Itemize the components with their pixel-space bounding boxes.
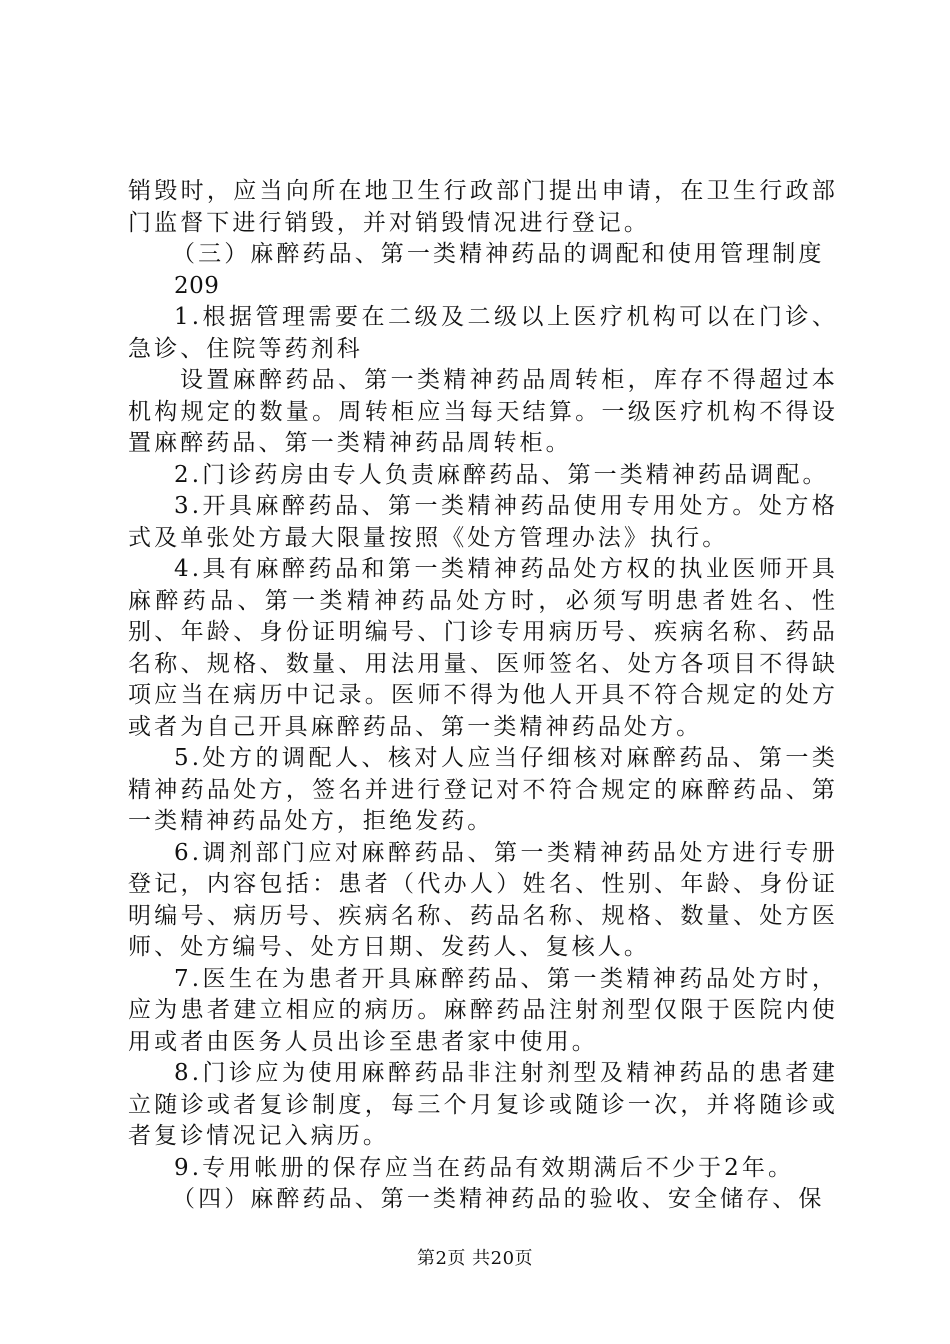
section-heading-3: （三）麻醉药品、第一类精神药品的调配和使用管理制度	[172, 241, 825, 267]
section-heading-4: （四）麻醉药品、第一类精神药品的验收、安全储存、保	[172, 1186, 825, 1212]
list-item-6: 6.调剂部门应对麻醉药品、第一类精神药品处方进行专册登记，内容包括：患者（代办人）姓名、性别、年龄、身份证明编号、病历号、疾病名称、药品名称、规格、数量、处方医师、处方编号、处方日期、发药人、复核人。	[128, 839, 838, 960]
list-item-8: 8.门诊应为使用麻醉药品非注射剂型及精神药品的患者建立随诊或者复诊制度，每三个月复诊或随诊一次，并将随诊或者复诊情况记入病历。	[128, 1060, 838, 1149]
list-item-1: 1.根据管理需要在二级及二级以上医疗机构可以在门诊、急诊、住院等药剂科	[128, 304, 838, 362]
list-item-2: 2.门诊药房由专人负责麻醉药品、第一类精神药品调配。	[174, 461, 829, 488]
page-number-ref: 209	[174, 272, 220, 299]
list-item-3: 3.开具麻醉药品、第一类精神药品使用专用处方。处方格式及单张处方最大限量按照《处方管理办法》执行。	[128, 493, 838, 551]
list-item-1-continued: 设置麻醉药品、第一类精神药品周转柜，库存不得超过本机构规定的数量。周转柜应当每天结算。一级医疗机构不得设置麻醉药品、第一类精神药品周转柜。	[128, 367, 838, 456]
list-item-4: 4.具有麻醉药品和第一类精神药品处方权的执业医师开具麻醉药品、第一类精神药品处方时，必须写明患者姓名、性别、年龄、身份证明编号、门诊专用病历号、疾病名称、药品名称、规格、数量、用法用量、医师签名、处方各项目不得缺项应当在病历中记录。医师不得为他人开具不符合规定的处方或者为自己开具麻醉药品、第一类精神药品处方。	[128, 556, 838, 740]
list-item-7: 7.医生在为患者开具麻醉药品、第一类精神药品处方时，应为患者建立相应的病历。麻醉药品注射剂型仅限于医院内使用或者由医务人员出诊至患者家中使用。	[128, 965, 838, 1055]
page-footer: 第2页 共20页	[416, 1248, 534, 1269]
list-item-9: 9.专用帐册的保存应当在药品有效期满后不少于2年。	[174, 1154, 795, 1181]
paragraph-destruction-continued: 销毁时，应当向所在地卫生行政部门提出申请，在卫生行政部门监督下进行销毁，并对销毁情况进行登记。	[128, 178, 838, 236]
list-item-5: 5.处方的调配人、核对人应当仔细核对麻醉药品、第一类精神药品处方，签名并进行登记对不符合规定的麻醉药品、第一类精神药品处方，拒绝发药。	[128, 745, 838, 834]
document-body	[128, 176, 838, 1216]
